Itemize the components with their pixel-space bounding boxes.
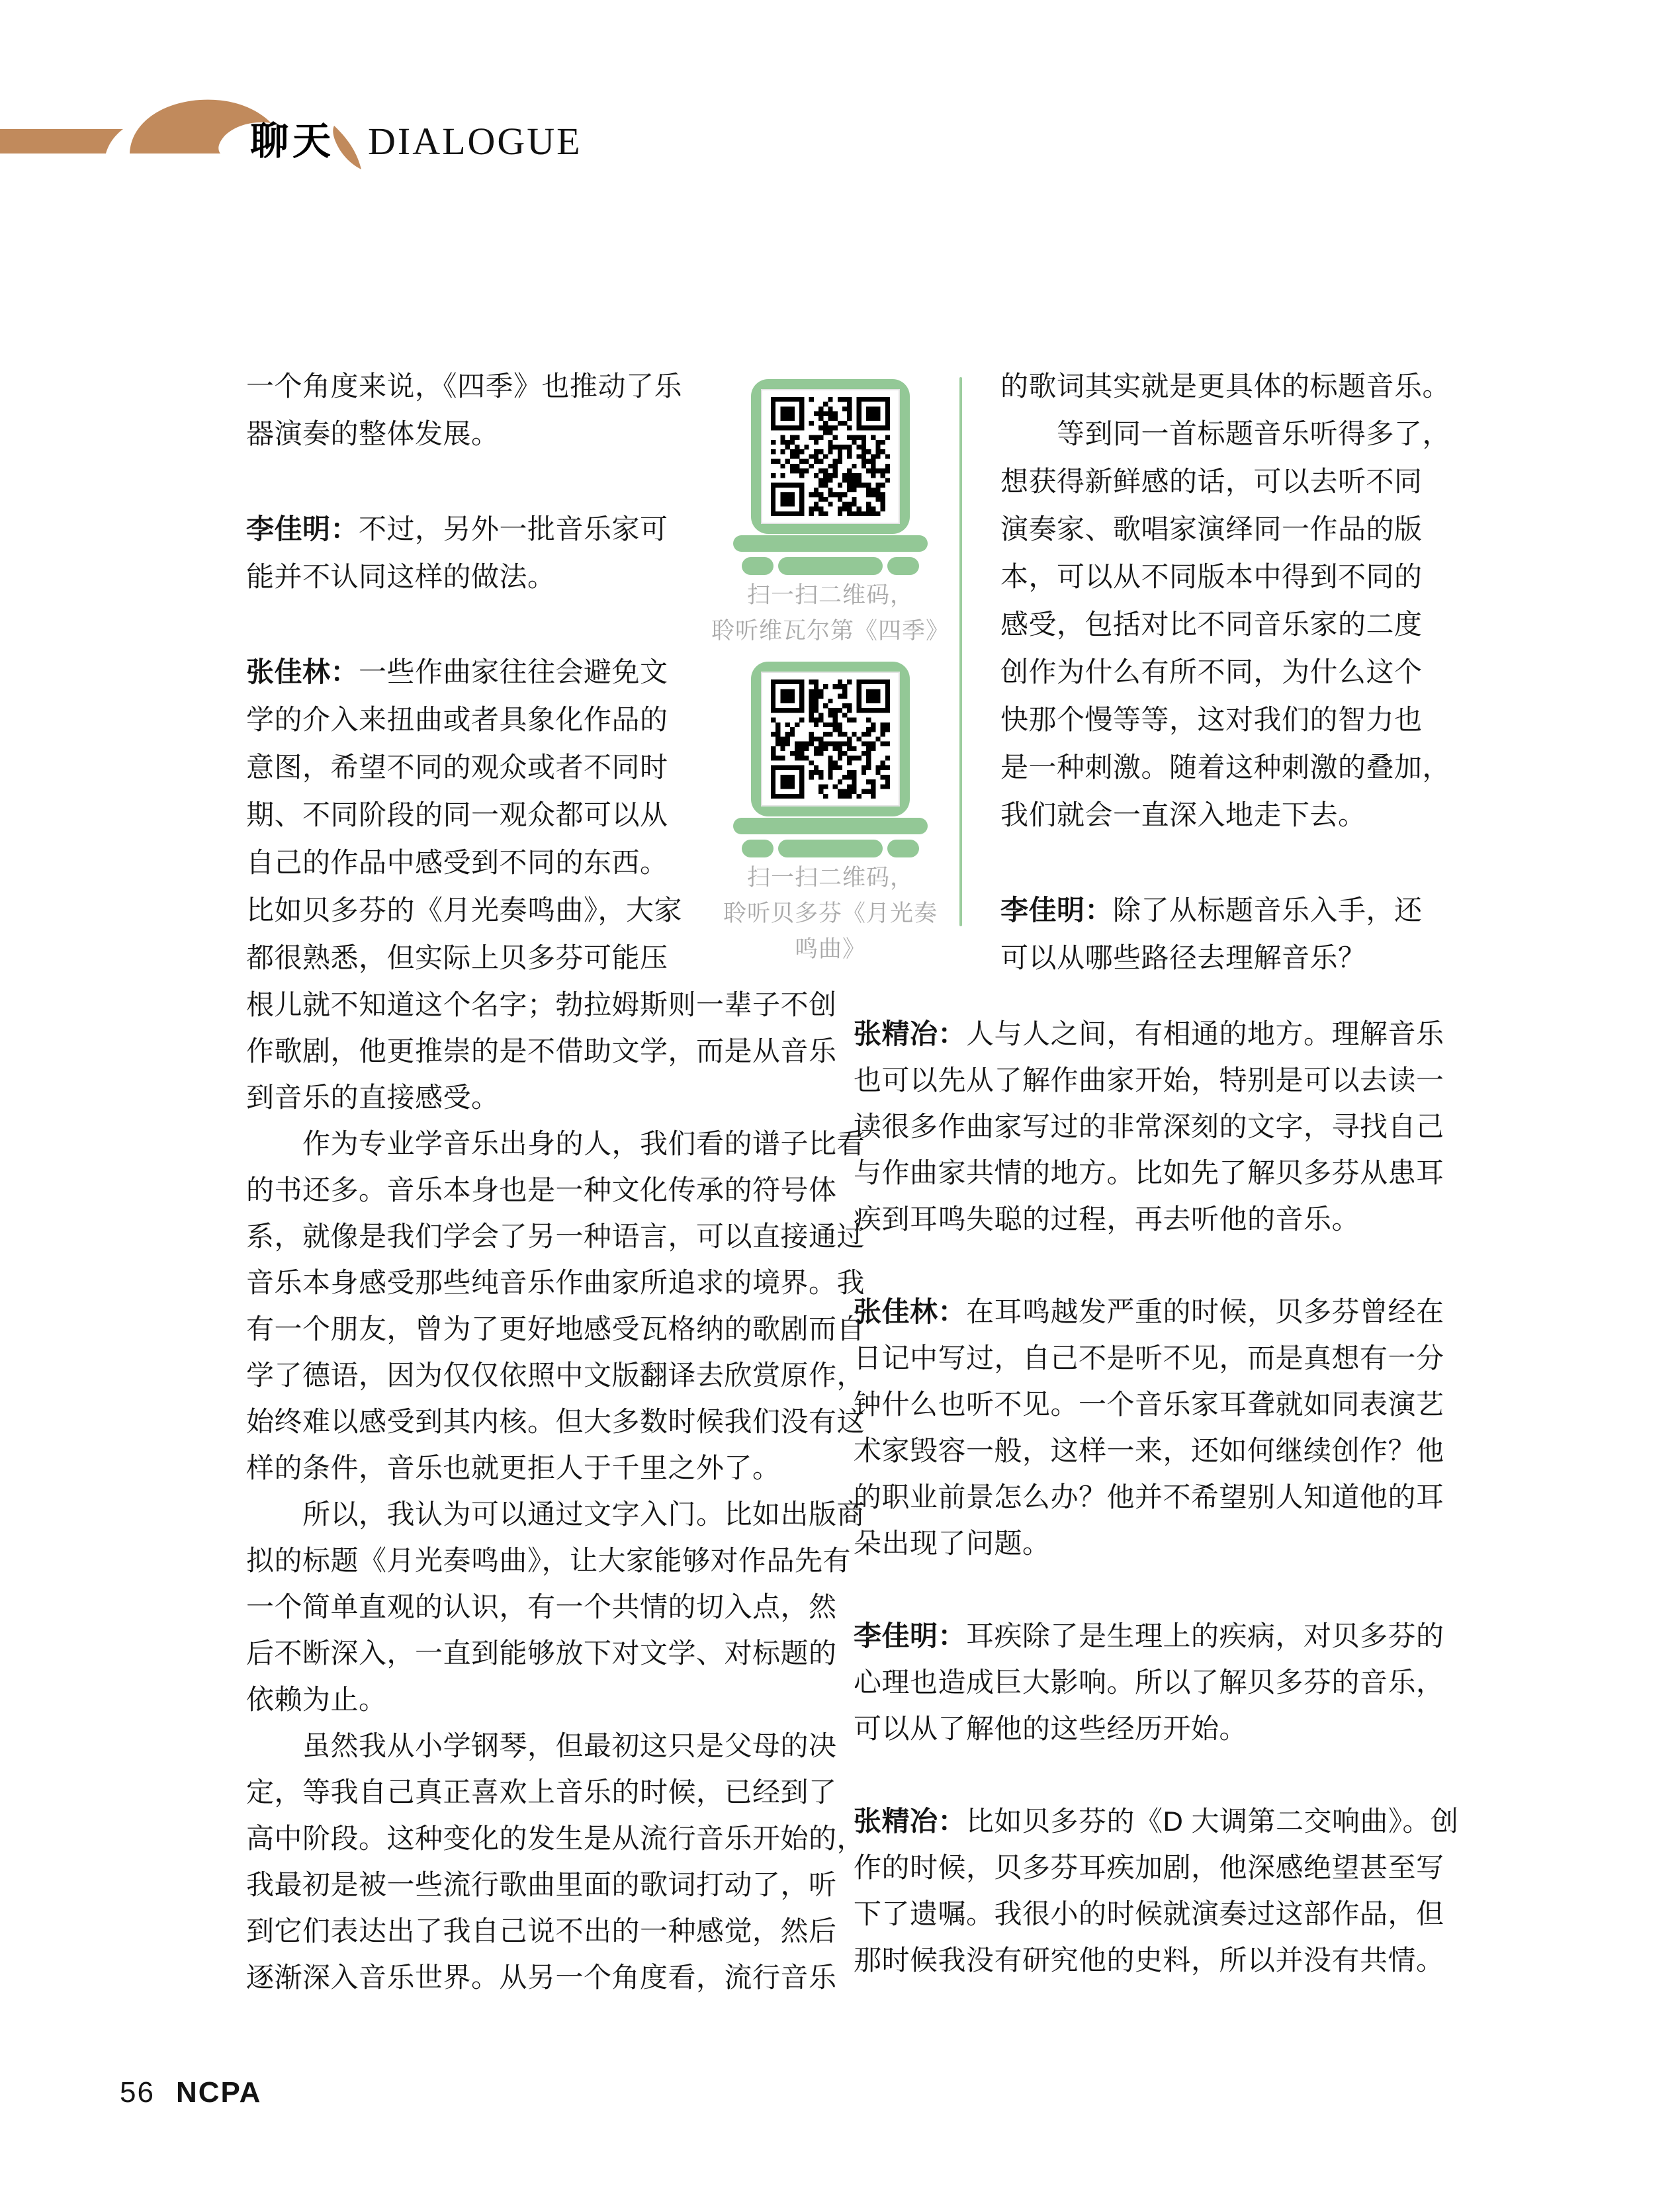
laptop-base	[733, 535, 928, 552]
text-line: 一个简单直观的认识，有一个共情的切入点，然	[246, 1591, 837, 1622]
text-line: 术家毁容一般，这样一来，还如何继续创作？他	[854, 1435, 1444, 1466]
column-top-left	[246, 363, 683, 982]
section-title-en: DIALOGUE	[368, 120, 582, 163]
column-left-wide	[246, 982, 865, 2001]
section-title-cn: 聊天	[250, 120, 335, 163]
header-swoosh-shape	[333, 126, 361, 169]
column-top-right	[1000, 363, 1451, 982]
text-line: 学的介入来扭曲或者具象化作品的	[246, 704, 668, 735]
text-line: 后不断深入，一直到能够放下对文学、对标题的	[246, 1638, 837, 1669]
text-line: 那时候我没有研究他的史料，所以并没有共情。	[854, 1945, 1444, 1976]
qr-caption-line: 聆听贝多芬《月光奏	[723, 900, 938, 926]
text-line: 始终难以感受到其内核。但大多数时候我们没有这	[246, 1406, 865, 1437]
qr-panel-moonlight-sonata	[723, 662, 938, 962]
page-number: 56	[120, 2076, 155, 2109]
text-line: 钟什么也听不见。一个音乐家耳聋就如同表演艺	[854, 1389, 1444, 1420]
text-line: 下了遗嘱。我很小的时候就演奏过这部作品，但	[854, 1898, 1444, 1929]
text-line: 定，等我自己真正喜欢上音乐的时候，已经到了	[246, 1776, 837, 1808]
text-line: 张精冶：比如贝多芬的《D 大调第二交响曲》。创	[854, 1806, 1459, 1837]
text-line	[1000, 839, 1437, 887]
text-line: 根儿就不知道这个名字；勃拉姆斯则一辈子不创	[246, 989, 837, 1020]
text-line: 作为专业学音乐出身的人，我们看的谱子比看	[246, 1128, 865, 1159]
column-bottom-right	[854, 1011, 1459, 1984]
qr-caption-line: 扫一扫二维码，	[746, 865, 914, 891]
text-line: 我最初是被一些流行歌曲里面的歌词打动了，听	[246, 1869, 837, 1900]
text-line: 所以，我认为可以通过文字入门。比如出版商	[246, 1499, 865, 1530]
text-line: 虽然我从小学钢琴，但最初这只是父母的决	[246, 1730, 837, 1761]
text-line: 日记中写过，自己不是听不见，而是真想有一分	[854, 1342, 1444, 1374]
laptop-base	[733, 818, 928, 834]
laptop-foot	[742, 840, 774, 857]
text-line: 与作曲家共情的地方。比如先了解贝多芬从患耳	[854, 1157, 1444, 1188]
text-line: 朵出现了问题。	[854, 1528, 1051, 1559]
laptop-feet	[742, 840, 919, 857]
text-line: 音乐本身感受那些纯音乐作曲家所追求的境界。我	[246, 1267, 865, 1298]
qr-caption	[682, 860, 979, 967]
text-line: 的职业前景怎么办？他并不希望别人知道他的耳	[854, 1481, 1444, 1512]
qr-code-image	[771, 679, 890, 799]
text-line: 都很熟悉，但实际上贝多芬可能压	[246, 942, 668, 973]
text-line: 张精冶：人与人之间，有相通的地方。理解音乐	[854, 1018, 1444, 1049]
text-line: 逐渐深入音乐世界。从另一个角度看，流行音乐	[246, 1962, 837, 1993]
header-band	[0, 129, 123, 153]
qr-panel-four-seasons	[711, 379, 950, 644]
text-line: 样的条件，音乐也就更拒人于千里之外了。	[246, 1452, 781, 1483]
text-line: 到音乐的直接感受。	[246, 1082, 500, 1113]
laptop-foot	[887, 840, 919, 857]
qr-caption	[682, 578, 979, 649]
text-line: 心理也造成巨大影响。所以了解贝多芬的音乐，	[854, 1667, 1444, 1698]
text-line: 等到同一首标题音乐听得多了，	[1000, 418, 1451, 449]
text-line	[854, 1243, 1438, 1289]
text-line: 读很多作曲家写过的非常深刻的文字，寻找自己	[854, 1111, 1444, 1142]
column-separator-line	[959, 377, 962, 926]
text-line: 意图，希望不同的观众或者不同时	[246, 752, 668, 783]
text-line: 张佳林：在耳鸣越发严重的时候，贝多芬曾经在	[854, 1296, 1444, 1327]
text-line	[246, 458, 673, 505]
brand-name: NCPA	[175, 2076, 262, 2109]
text-line: 李佳明：耳疾除了是生理上的疾病，对贝多芬的	[854, 1620, 1444, 1651]
text-line: 的歌词其实就是更具体的标题音乐。	[1000, 371, 1451, 402]
text-line: 比如贝多芬的《月光奏鸣曲》，大家	[246, 895, 683, 926]
text-line: 是一种刺激。随着这种刺激的叠加，	[1000, 752, 1451, 783]
qr-caption-line: 扫一扫二维码，	[746, 582, 914, 608]
qr-caption-line: 鸣曲》	[794, 936, 866, 962]
text-line: 一个角度来说，《四季》也推动了乐	[246, 371, 683, 402]
page-footer	[120, 2074, 261, 2111]
text-line: 高中阶段。这种变化的发生是从流行音乐开始的，	[246, 1823, 865, 1854]
text-line: 李佳明：除了从标题音乐入手，还	[1000, 895, 1423, 926]
text-line: 演奏家、歌唱家演绎同一作品的版	[1000, 513, 1423, 545]
text-line: 本，可以从不同版本中得到不同的	[1000, 561, 1423, 592]
text-line: 疾到耳鸣失聪的过程，再去听他的音乐。	[854, 1203, 1360, 1235]
laptop-foot	[778, 840, 883, 857]
text-line: 创作为什么有所不同，为什么这个	[1000, 656, 1423, 687]
text-line: 李佳明：不过，另外一批音乐家可	[246, 513, 668, 545]
laptop-feet	[742, 557, 919, 575]
text-line: 系，就像是我们学会了另一种语言，可以直接通过	[246, 1221, 865, 1252]
text-line: 也可以先从了解作曲家开始，特别是可以去读一	[854, 1065, 1444, 1096]
laptop-foot	[887, 557, 919, 575]
text-line	[246, 601, 673, 648]
laptop-foot	[742, 557, 774, 575]
text-line	[854, 1752, 1438, 1798]
laptop-screen	[761, 672, 900, 807]
text-line: 器演奏的整体发展。	[246, 418, 500, 449]
text-line: 作的时候，贝多芬耳疾加剧，他深感绝望甚至写	[854, 1852, 1444, 1883]
text-line: 能并不认同这样的做法。	[246, 561, 556, 592]
laptop-foot	[778, 557, 883, 575]
text-line: 张佳林：一些作曲家往往会避免文	[246, 656, 668, 687]
text-line: 有一个朋友，曾为了更好地感受瓦格纳的歌剧而自	[246, 1313, 865, 1344]
text-line: 期、不同阶段的同一观众都可以从	[246, 799, 668, 830]
text-line: 的书还多。音乐本身也是一种文化传承的符号体	[246, 1174, 837, 1205]
laptop-frame	[751, 662, 910, 816]
laptop-frame	[751, 379, 910, 534]
text-line: 学了德语，因为仅仅依照中文版翻译去欣赏原作，	[246, 1360, 865, 1391]
text-line: 可以从哪些路径去理解音乐？	[1000, 942, 1366, 973]
text-line: 到它们表达出了我自己说不出的一种感觉，然后	[246, 1915, 837, 1947]
qr-caption-line: 聆听维瓦尔第《四季》	[711, 618, 950, 644]
text-line: 快那个慢等等，这对我们的智力也	[1000, 704, 1423, 735]
text-line: 我们就会一直深入地走下去。	[1000, 799, 1366, 830]
laptop-screen	[761, 389, 900, 524]
text-line: 想获得新鲜感的话，可以去听不同	[1000, 466, 1423, 497]
text-line: 自己的作品中感受到不同的东西。	[246, 847, 668, 878]
text-line: 依赖为止。	[246, 1684, 387, 1715]
text-line: 可以从了解他的这些经历开始。	[854, 1713, 1248, 1744]
text-line	[854, 1567, 1438, 1613]
text-line: 感受，包括对比不同音乐家的二度	[1000, 609, 1423, 640]
text-line: 拟的标题《月光奏鸣曲》，让大家能够对作品先有	[246, 1545, 852, 1576]
text-line: 作歌剧，他更推崇的是不借助文学，而是从音乐	[246, 1035, 837, 1067]
qr-code-image	[771, 397, 890, 516]
